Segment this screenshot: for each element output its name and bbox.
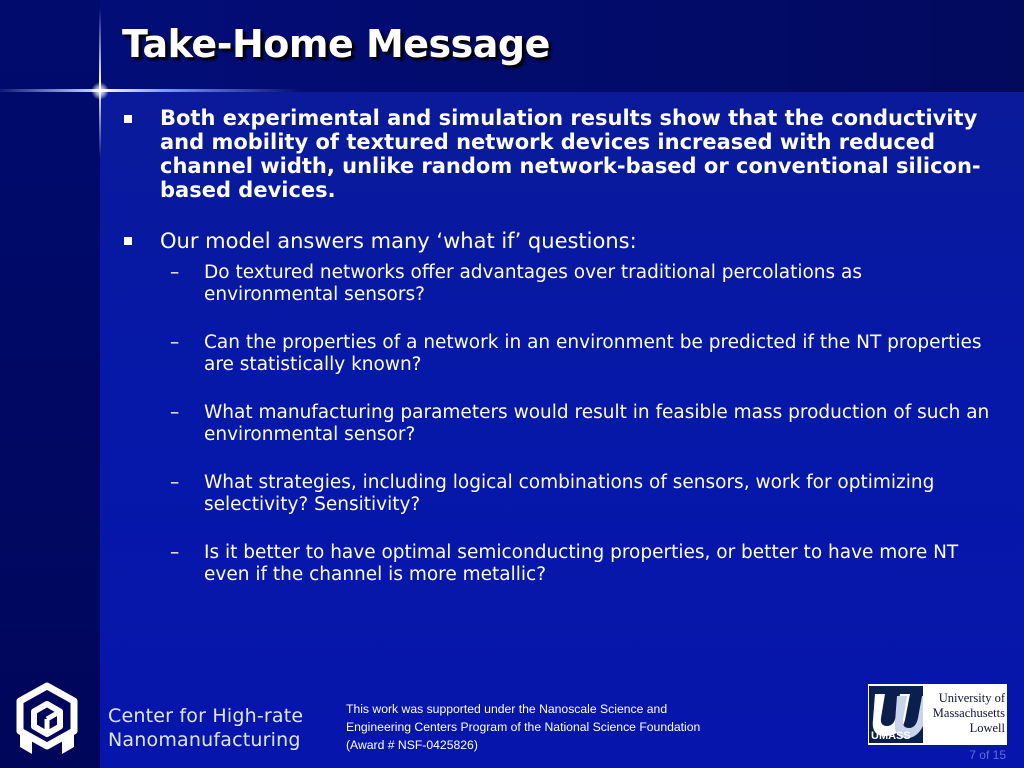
square-bullet-icon	[124, 237, 132, 245]
funding-acknowledgement	[346, 700, 766, 754]
funding-line-3: (Award # NSF-0425826)	[346, 738, 478, 752]
square-bullet-icon	[124, 115, 132, 123]
slide-title: Take-Home Message	[122, 22, 550, 66]
left-sidebar-band	[0, 0, 100, 768]
bullet-text: Both experimental and simulation results show that the conductivity and mobility of textured network devices increased with reduced channel width, unlike random network-based or conventional silicon-based devices.	[160, 106, 981, 202]
bullet-item-results	[118, 106, 998, 202]
dash-marker: –	[170, 542, 180, 563]
bullet-text: Our model answers many ‘what if’ questions:	[160, 229, 637, 253]
sub-item-text: Is it better to have optimal semiconducting properties, or better to have more NT even if the channel is more metallic?	[204, 542, 959, 585]
sub-item-question-1	[118, 262, 998, 306]
university-name-line-2: Massachusetts	[932, 706, 1005, 720]
page-number: 7 of 15	[969, 748, 1006, 762]
university-name	[925, 691, 1005, 736]
sub-item-question-5	[118, 542, 998, 586]
sub-item-text: Do textured networks offer advantages over traditional percolations as environmental sensors?	[204, 262, 863, 305]
slide-content	[118, 106, 998, 586]
umass-wordmark: UMASS	[871, 730, 911, 742]
sub-item-text: What manufacturing parameters would result in feasible mass production of such an environmental sensor?	[204, 402, 990, 445]
center-name-line-2: Nanomanufacturing	[108, 729, 301, 751]
center-name	[108, 704, 303, 752]
light-flare-horizontal	[0, 89, 300, 92]
center-name-line-1: Center for High-rate	[108, 705, 304, 727]
funding-line-2: Engineering Centers Program of the National Science Foundation	[346, 720, 701, 734]
sub-item-text: Can the properties of a network in an environment be predicted if the NT properties are statistically known?	[204, 332, 982, 375]
dash-marker: –	[170, 332, 180, 353]
sub-item-question-2	[118, 332, 998, 376]
funding-line-1: This work was supported under the Nanoscale Science and	[346, 702, 668, 716]
umass-lowell-logo	[868, 684, 1007, 745]
sub-item-text: What strategies, including logical combinations of sensors, work for optimizing selectivity? Sensitivity?	[204, 472, 935, 515]
dash-marker: –	[170, 402, 180, 423]
bullet-item-questions	[118, 228, 998, 254]
dash-marker: –	[170, 262, 180, 283]
university-name-line-1: University of	[938, 691, 1005, 705]
nested-hexagon-cube-logo	[14, 682, 80, 760]
dash-marker: –	[170, 472, 180, 493]
university-name-line-3: Lowell	[969, 721, 1005, 735]
sub-item-question-3	[118, 402, 998, 446]
sub-item-question-4	[118, 472, 998, 516]
light-flare-center	[91, 82, 109, 100]
